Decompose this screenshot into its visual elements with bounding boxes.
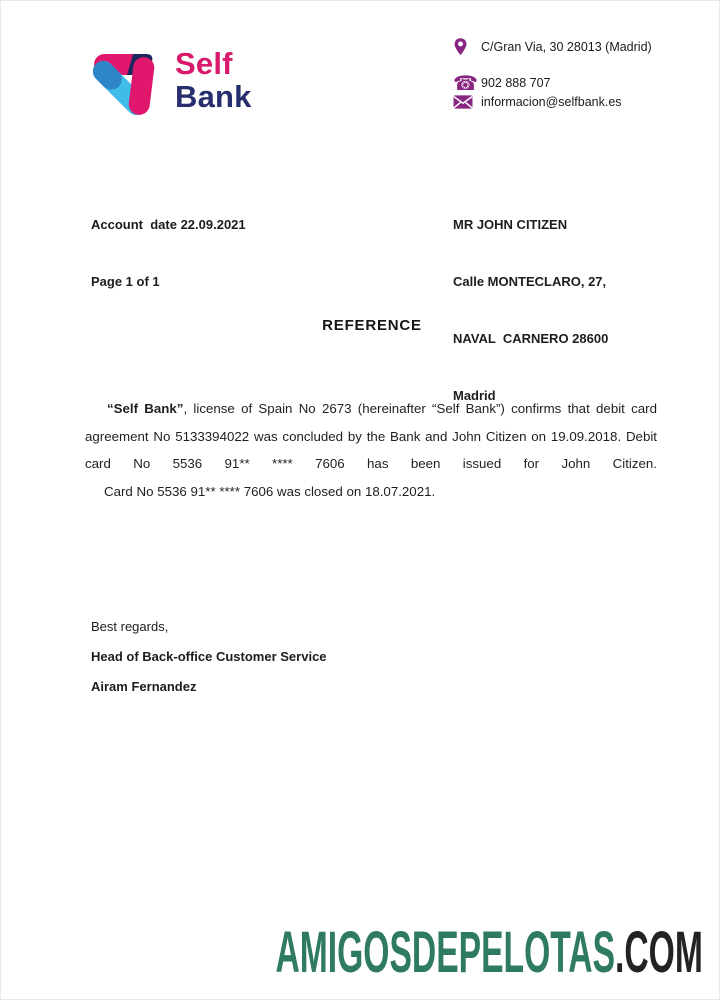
contact-phone-row xyxy=(453,71,652,95)
watermark-suffix: .COM xyxy=(615,920,703,985)
contact-address: C/Gran Via, 30 28013 (Madrid) xyxy=(481,40,652,54)
account-date: Account date 22.09.2021 xyxy=(91,217,246,232)
recipient-region: Madrid xyxy=(453,388,496,403)
envelope-icon xyxy=(453,95,481,109)
body-line-2: agreement No 5133394022 was concluded by the Bank and John Citizen on 19.09.2018. Debit xyxy=(85,428,657,444)
body-line-4: Card No 5536 91** **** 7606 was closed on 18.07.2021. xyxy=(104,483,436,499)
contact-email-row xyxy=(453,95,652,109)
contact-address-row xyxy=(453,37,652,57)
phone-icon: ☎ xyxy=(453,71,478,95)
contact-block xyxy=(453,37,652,109)
signature-closing: Best regards, xyxy=(91,619,169,634)
logo-word-self: Self xyxy=(175,46,233,81)
page-number: Page 1 of 1 xyxy=(91,274,160,289)
contact-email: informacion@selfbank.es xyxy=(481,95,622,109)
body-line-3: card No 5536 91** **** 7606 has been issued for John Citizen. xyxy=(85,456,657,471)
body-line-1 xyxy=(85,395,657,423)
selfbank-logo xyxy=(91,46,252,117)
letter-body xyxy=(85,395,657,505)
signature-block xyxy=(91,612,327,702)
signature-name: Airam Fernandez xyxy=(91,679,197,694)
reference-heading: REFERENCE xyxy=(322,317,422,334)
body-line-1-bold: “Self Bank” xyxy=(107,401,184,416)
selfbank-wordmark xyxy=(175,47,252,113)
selfbank-arrow-icon xyxy=(91,49,159,117)
location-pin-icon xyxy=(453,37,481,57)
contact-phone: 902 888 707 xyxy=(481,76,551,90)
document-meta xyxy=(91,177,246,329)
watermark xyxy=(275,920,703,985)
body-line-1-rest: , license of Spain No 2673 (hereinafter “Self Bank”) confirms that debit card xyxy=(183,401,657,416)
recipient-street: Calle MONTECLARO, 27, xyxy=(453,274,607,289)
recipient-city-postcode: NAVAL CARNERO 28600 xyxy=(453,331,609,346)
recipient-name: MR JOHN CITIZEN xyxy=(453,217,568,232)
signature-title: Head of Back-office Customer Service xyxy=(91,649,327,664)
watermark-text: AMIGOSDEPELOTAS xyxy=(275,920,616,985)
logo-word-bank: Bank xyxy=(175,79,252,114)
